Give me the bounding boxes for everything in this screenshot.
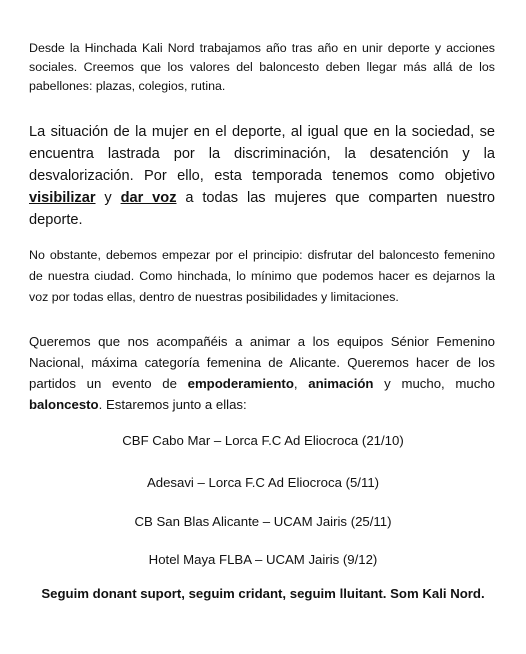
visibilizar-emphasis: visibilizar xyxy=(29,190,96,206)
local-basketball-paragraph: No obstante, debemos empezar por el principio: disfrutar del baloncesto femenino de nuestra ciudad. Como hinchada, lo mínimo que podemos hacer es dejarnos la voz por todas ellas, dentro de nuestras posibilidades y limitaciones. xyxy=(29,248,495,304)
baloncesto-bold: baloncesto xyxy=(29,397,99,412)
p2-text-mid: y xyxy=(95,190,121,206)
intro-paragraph: Desde la Hinchada Kali Nord trabajamos año tras año en unir deporte y acciones sociales. Creemos que los valores del baloncesto deben llegar más allá de los pabellones: plazas, colegios, rutina. xyxy=(29,41,495,93)
empoderamiento-bold: empoderamiento xyxy=(187,376,294,391)
match-line: CB San Blas Alicante – UCAM Jairis (25/11) xyxy=(134,514,392,529)
p2-text-after: a todas las mujeres que comparten nuestro deporte. xyxy=(29,190,495,228)
match-line: CBF Cabo Mar – Lorca F.C Ad Eliocroca (21/10) xyxy=(122,433,404,448)
p2-text-before: La situación de la mujer en el deporte, al igual que en la sociedad, se encuentra lastrada por la discriminación, la desatención y la desvalorización. Por ello, esta temporada tenemos como objetivo xyxy=(29,124,495,184)
p4-sep: , xyxy=(293,376,309,391)
dar-voz-emphasis: dar voz xyxy=(120,190,177,206)
invitation-paragraph xyxy=(29,331,495,415)
closing-slogan: Seguim donant suport, seguim cridant, seguim lluitant. Som Kali Nord. xyxy=(41,586,485,601)
women-sport-paragraph xyxy=(29,121,495,231)
p4-text-before: Queremos que nos acompañéis a animar a los equipos Sénior Femenino Nacional, máxima categoría femenina de Alicante. Queremos hacer de los partidos un evento de xyxy=(29,334,495,391)
p4-text-mid: y mucho, mucho xyxy=(373,376,495,391)
p4-text-after: . Estaremos junto a ellas: xyxy=(98,397,247,412)
match-line: Hotel Maya FLBA – UCAM Jairis (9/12) xyxy=(148,552,378,567)
match-line: Adesavi – Lorca F.C Ad Eliocroca (5/11) xyxy=(146,475,380,490)
animacion-bold: animación xyxy=(308,376,374,391)
